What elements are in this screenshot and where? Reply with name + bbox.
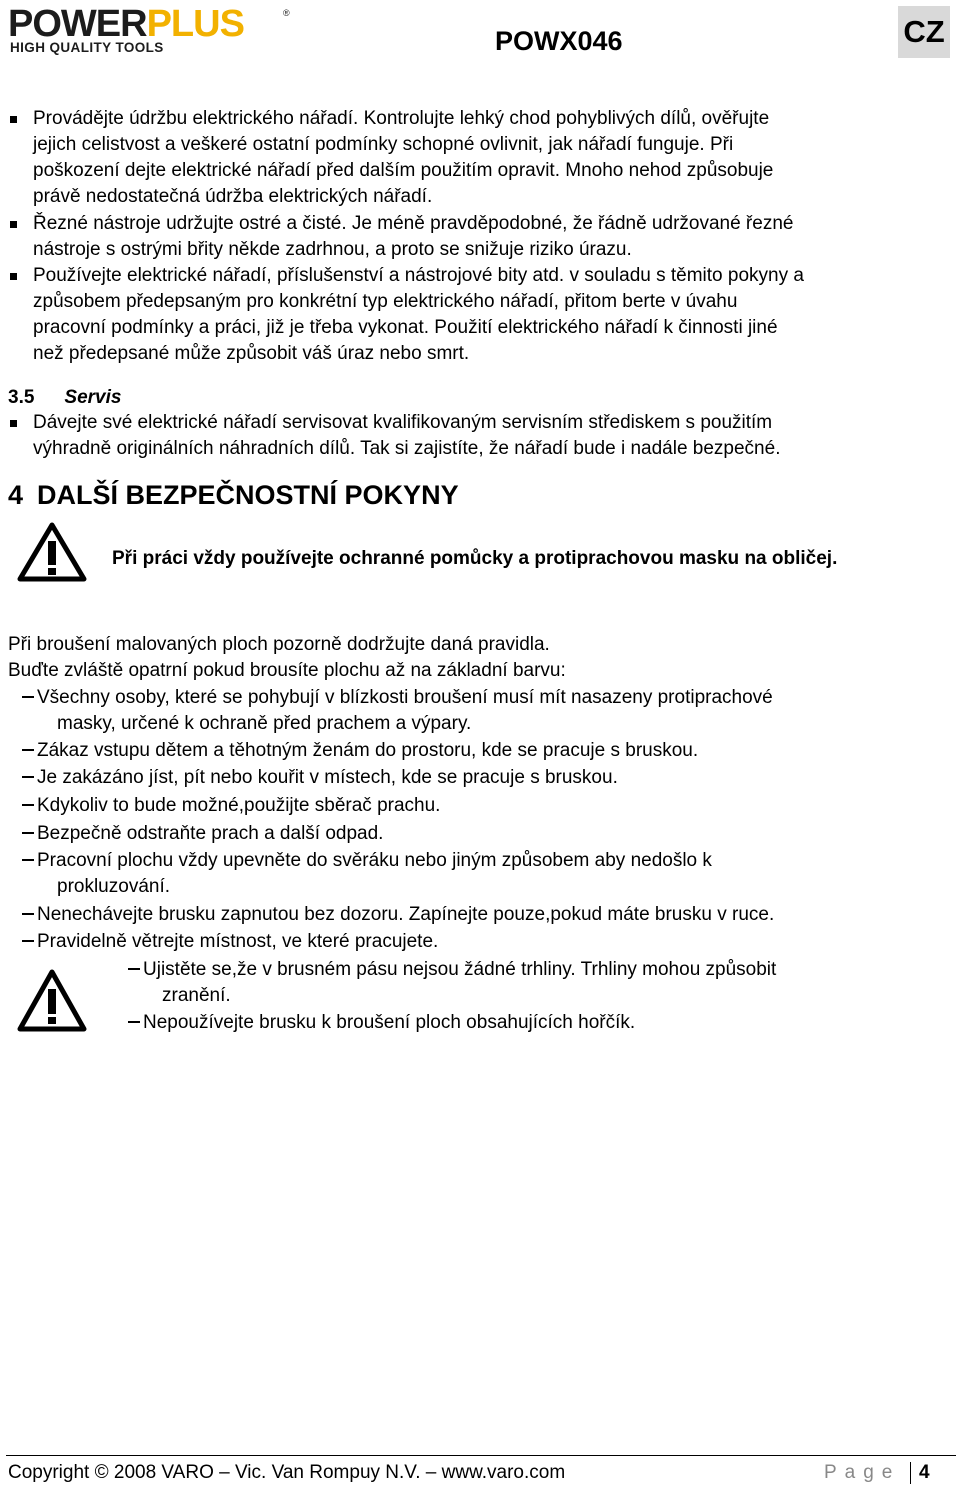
list-item: Pravidelně větrejte místnost, ve které pracujete. — [22, 929, 438, 955]
maintenance-bullet-3-line-1: Používejte elektrické nářadí, příslušenství a nástrojové bity atd. v souladu s těmito pokyny a — [33, 265, 804, 286]
footer-copyright: Copyright © 2008 VARO – Vic. Van Rompuy N.V. – www.varo.com — [8, 1462, 566, 1483]
section-heading-servis — [8, 385, 121, 411]
maintenance-bullet-1-line-4: právě nedostatečná údržba elektrických nářadí. — [33, 186, 433, 207]
maintenance-bullet-3-line-4: než předepsané může způsobit váš úraz nebo smrt. — [33, 343, 470, 364]
logo-wordmark: POWERPLUS — [8, 3, 244, 45]
footer-divider — [6, 1455, 956, 1456]
maintenance-bullet-1-line-1: Provádějte údržbu elektrického nářadí. Kontrolujte lehký chod pohyblivých dílů, ověřujte — [33, 108, 770, 129]
warning-triangle-icon — [16, 521, 88, 583]
list-item: Nepoužívejte brusku k broušení ploch obsahujících hořčík. — [128, 1010, 635, 1036]
maintenance-bullet-3-line-3: pracovní podmínky a práci, již je třeba vykonat. Použití elektrického nářadí k činnosti jiné — [33, 317, 778, 338]
intro-paragraph-2: Buďte zvláště opatrní pokud brousíte plochu až na základní barvu: — [8, 660, 566, 681]
service-bullet-line-1: Dávejte své elektrické nářadí servisovat kvalifikovaným servisním střediskem s použitím — [33, 412, 773, 433]
warning-text: Při práci vždy používejte ochranné pomůcky a protiprachovou masku na obličej. — [112, 548, 838, 569]
section-title: Servis — [64, 387, 122, 408]
dash-icon — [22, 696, 34, 698]
list-item: Nenechávejte brusku zapnutou bez dozoru. Zapínejte pouze,pokud máte brusku v ruce. — [22, 902, 774, 928]
bullet-square-icon — [10, 273, 17, 280]
page-label: Page — [824, 1462, 901, 1483]
dash-icon — [22, 804, 34, 806]
list-item: Pracovní plochu vždy upevněte do svěráku nebo jiným způsobem aby nedošlo k — [22, 848, 712, 874]
list-item: Zákaz vstupu dětem a těhotným ženám do prostoru, kde se pracuje s bruskou. — [22, 738, 698, 764]
list-item: Je zakázáno jíst, pít nebo kouřit v místech, kde se pracuje s bruskou. — [22, 765, 618, 791]
chapter-number: 4 — [8, 480, 24, 510]
intro-paragraph-1: Při broušení malovaných ploch pozorně dodržujte daná pravidla. — [8, 634, 550, 655]
maintenance-bullet-3-line-2: způsobem předepsaným pro konkrétní typ elektrického nářadí, přitom berte v úvahu — [33, 291, 738, 312]
chapter-heading — [8, 478, 459, 512]
logo-tagline: HIGH QUALITY TOOLS — [10, 40, 164, 55]
dash-icon — [22, 776, 34, 778]
dash-icon — [128, 968, 140, 970]
registered-mark: ® — [283, 8, 290, 18]
section-number: 3.5 — [8, 387, 35, 408]
dash-icon — [22, 940, 34, 942]
dash-icon — [22, 749, 34, 751]
list-item: Ujistěte se,že v brusném pásu nejsou žádné trhliny. Trhliny mohou způsobit — [128, 957, 776, 983]
dash-icon — [22, 913, 34, 915]
maintenance-bullet-1-line-2: jejich celistvost a veškeré ostatní podmínky schopné ovlivnit, jak nářadí funguje. Při — [33, 134, 734, 155]
dash-icon — [22, 832, 34, 834]
page-header — [0, 0, 960, 62]
bullet-square-icon — [10, 116, 17, 123]
chapter-title: DALŠÍ BEZPEČNOSTNÍ POKYNY — [37, 480, 459, 510]
list-item: Bezpečně odstraňte prach a další odpad. — [22, 821, 383, 847]
maintenance-bullet-2-line-2: nástroje s ostrými břity někde zadrhnou, a proto se snižuje riziko úrazu. — [33, 239, 632, 260]
list-item: Všechny osoby, které se pohybují v blízkosti broušení musí mít nasazeny protiprachové — [22, 685, 773, 711]
powerplus-logo — [8, 4, 298, 56]
maintenance-bullet-1-line-3: poškození dejte elektrické nářadí před dalším použitím opravit. Mnoho nehod způsobuje — [33, 160, 774, 181]
list-item-continuation: prokluzování. — [57, 876, 171, 897]
service-bullet-line-2: výhradně originálních náhradních dílů. Tak si zajistíte, že nářadí bude i nadále bezpečné. — [33, 438, 781, 459]
model-number: POWX046 — [495, 26, 623, 56]
page-separator — [910, 1462, 911, 1484]
maintenance-bullet-2-line-1: Řezné nástroje udržujte ostré a čisté. Je méně pravděpodobné, že řádně udržované řezné — [33, 213, 794, 234]
list-item-continuation: masky, určené k ochraně před prachem a výpary. — [57, 713, 472, 734]
list-item-continuation: zranění. — [162, 985, 231, 1006]
page-number: 4 — [919, 1462, 930, 1483]
language-badge: CZ — [898, 6, 950, 58]
warning-triangle-icon — [16, 968, 88, 1033]
list-item: Kdykoliv to bude možné,použijte sběrač prachu. — [22, 793, 440, 819]
dash-icon — [22, 859, 34, 861]
dash-icon — [128, 1021, 140, 1023]
bullet-square-icon — [10, 420, 17, 427]
bullet-square-icon — [10, 221, 17, 228]
